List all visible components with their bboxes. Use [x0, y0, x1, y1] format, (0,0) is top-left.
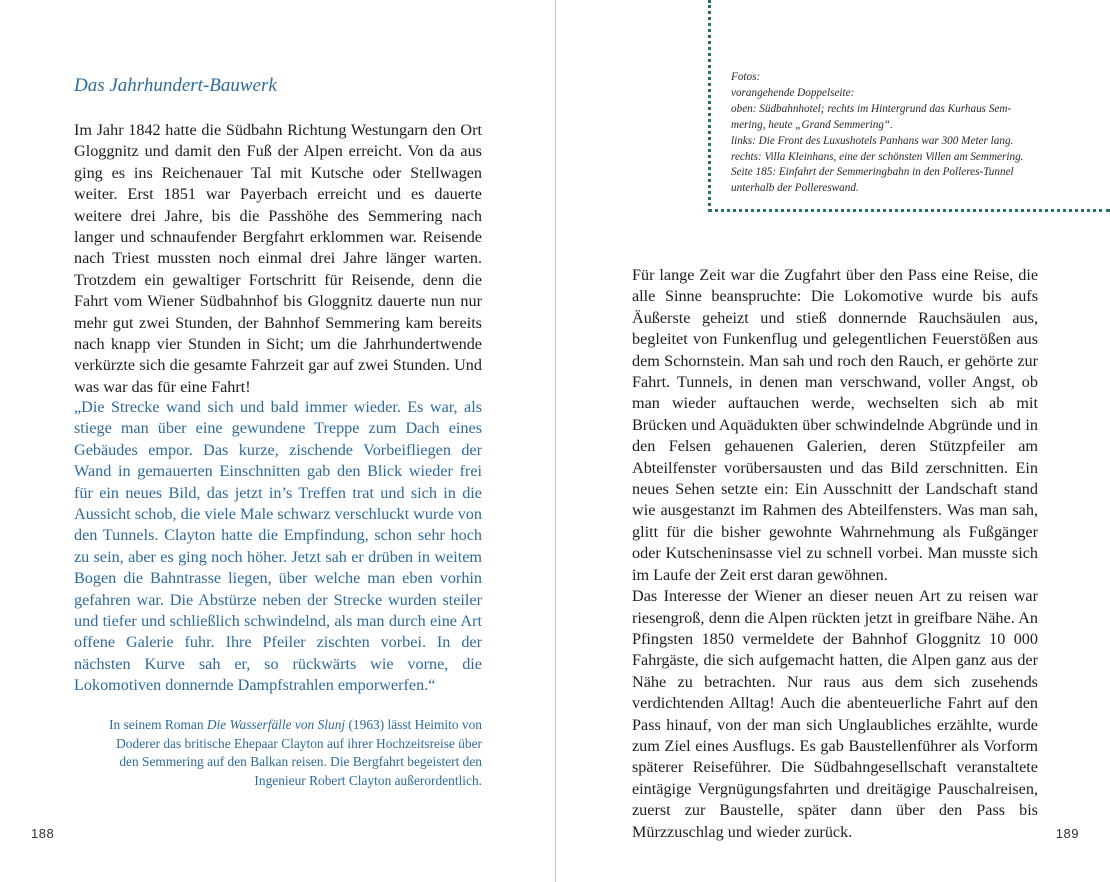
caption-line: rechts: Villa Kleinhans, eine der schönsten Villen am Semmering.	[731, 150, 1024, 163]
right-paragraph-1: Für lange Zeit war die Zugfahrt über den Pass eine Reise, die alle Sinne beanspruchte: Die Lokomotive wurde bis aufs Äußerste geheizt und stieß donnernde Rauchsäulen aus, begleitet von Funkenflug und gelegentlichen Feuerstößen aus dem Schornstein. Man sah und roch den Rauch, er gehörte zur Fahrt. Tunnels, in denen man verschwand, voller Angst, ob man wieder auftauchen werde, wechselten sich ab mit Brücken und Aquädukten über schwindelnde Abgründe und in den Felsen gehauenen Galerien, deren Stützpfeiler am Abteilfenster vorübersausten und das Bild zerschnitten. Ein neues Sehen setzte ein: Ein Ausschnitt der Landschaft stand wie ausgestanzt im Rahmen des Abteilfensters. Was man sah, glitt für die bisher gewohnte Wahrnehmung als Fußgänger oder Kutscheninsasse viel zu schnell vorbei. Man musste sich im Laufe der Zeit erst daran gewöhnen.	[632, 266, 1038, 584]
page-number-left: 188	[31, 826, 55, 841]
quote-source-note	[96, 716, 482, 790]
chapter-title: Das Jahrhundert-Bauwerk	[74, 75, 277, 96]
right-paragraph-2: Das Interesse der Wiener an dieser neuen Art zu reisen war riesengroß, denn die Alpen rückten jetzt in greifbare Nähe. An Pfingsten 1850 vermeldete der Bahnhof Gloggnitz 10 000 Fahrgäste, die sich aufgemacht hatten, die Alpen ganz aus der Nähe zu betrachten. Nur raus aus dem sich zusehends verdichtenden Alltag! Auch die abenteuerliche Fahrt auf den Pass hinauf, von der man sich Unglaubliches erzählte, wurde zum Ziel eines Ausflugs. Es gab Baustellenführer als Vorform späterer Reiseführer. Die Südbahngesellschaft veranstaltete eintägige Vergnügungsfahrten und dreitägige Pauschalreisen, zuerst zur Baustelle, später dann über den Pass bis Mürzzuschlag und wieder zurück.	[632, 587, 1038, 841]
source-note-lead: In seinem Roman	[109, 717, 207, 732]
photo-caption	[731, 70, 1043, 197]
doderer-quote: „Die Strecke wand sich und bald immer wieder. Es war, als stiege man über eine gewundene Treppe zum Dach eines Gebäudes empor. Das kurze, zischende Vorbeifliegen der Wand in gemauerten Einschnitten gab den Blick wieder frei für ein neues Bild, das jetzt in’s Treffen trat und sich in die Aussicht schob, die viele Male schwarz verschluckt wurde von den Tunnels. Clayton hatte die Empfindung, schon sehr hoch zu sein, aber es ging noch höher. Jetzt sah er drüben in weitem Bogen die Bahntrasse liegen, über welche man eben vorhin gefahren war. Die Abstürze neben der Strecke wurden steiler und tiefer und schließlich schwindelnd, als man durch eine Art offene Galerie fuhr. Ihre Pfeiler zischten vorbei. In der nächsten Kurve sah er, so rückwärts wie vorne, die Lokomotiven donnernde Dampfstrahlen emporwerfen.“	[74, 398, 482, 695]
caption-line: vorangehende Doppelseite:	[731, 86, 855, 99]
page-number-right: 189	[1055, 826, 1079, 841]
caption-line: unterhalb der Pollereswand.	[731, 182, 859, 195]
caption-line: mering, heute „Grand Semmering“.	[731, 118, 893, 131]
right-page	[556, 0, 1110, 882]
caption-line: links: Die Front des Luxushotels Panhans war 300 Meter lang.	[731, 134, 1014, 147]
caption-line: oben: Südbahnhotel; rechts im Hintergrund das Kurhaus Sem-	[731, 102, 1012, 115]
caption-line: Fotos:	[731, 71, 761, 83]
caption-line: Seite 185: Einfahrt der Semmeringbahn in den Polleres-Tunnel	[731, 166, 1014, 179]
photo-caption-box	[708, 0, 1110, 212]
right-body-text	[632, 265, 1038, 843]
left-body-text: Im Jahr 1842 hatte die Südbahn Richtung Westungarn den Ort Gloggnitz und damit den Fuß der Alpen erreicht. Von da aus ging es ins Reichenauer Tal mit Kutsche oder Stellwagen weiter. Erst 1851 war Payerbach erreicht und es dauerte weitere drei Jahre, bis die Passhöhe des Semmering nach langer und schnaufender Bergfahrt erklommen war. Reisende nach Triest mussten noch einmal drei Jahre länger warten. Trotzdem ein gewaltiger Fortschritt für Reisende, denn die Fahrt vom Wiener Südbahnhof bis Gloggnitz dauerte nun nur mehr gut zwei Stunden, der Bahnhof Semmering kam bereits nach knapp vier Stunden in Sicht; um die Jahrhundertwende verkürzte sich die gesamte Fahrzeit gar auf zwei Stunden. Und was war das für eine Fahrt!	[74, 121, 482, 396]
source-novel-title: Die Wasserfälle von Slunj	[206, 717, 346, 732]
source-note-rest: (1963) lässt Heimito von Doderer das britische Ehepaar Clayton auf ihrer Hochzeitsreise über den Semmering auf den Balkan reisen. Die Bergfahrt begeistert den Ingenieur Robert Clayton außerordentlich.	[116, 717, 482, 788]
